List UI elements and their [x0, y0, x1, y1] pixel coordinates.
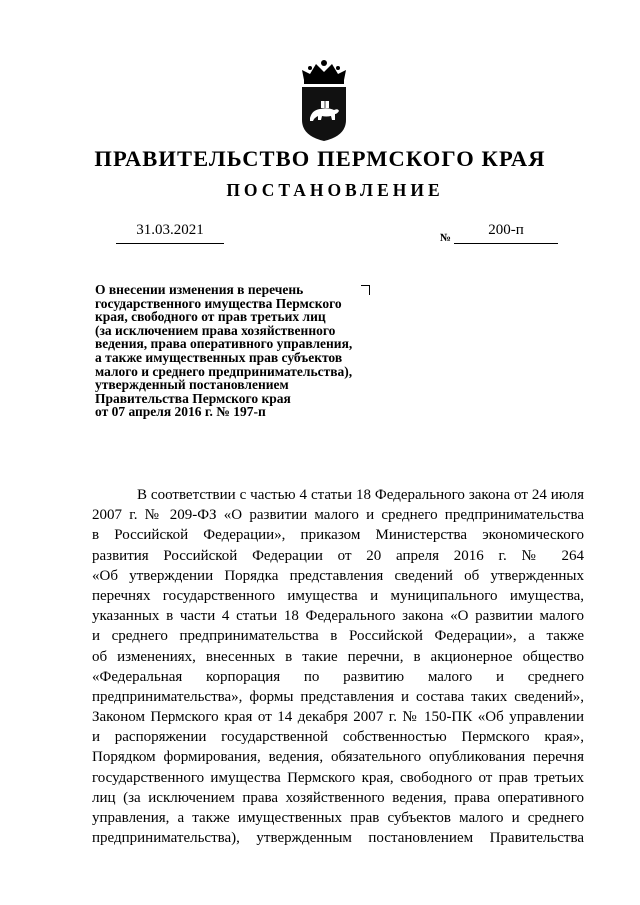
- body-line: 2007 г. № 209-ФЗ «О развитии малого и среднего предпринимательства: [92, 507, 584, 524]
- document-subject: [95, 283, 395, 419]
- subject-line: а также имущественных прав субъектов: [95, 349, 343, 365]
- subject-line: Правительства Пермского края: [95, 390, 291, 406]
- body-line: в Российской Федерации», приказом Министерства экономического: [92, 527, 584, 544]
- body-line: «Федеральная корпорация по развитию малого и среднего: [92, 668, 584, 685]
- subject-line: от 07 апреля 2016 г. № 197-п: [95, 404, 266, 420]
- body-line: указанных в части 4 статьи 18 Федерального закона «О развитии малого: [92, 608, 584, 625]
- body-line: лиц (за исключением права хозяйственного ведения, права оперативного: [92, 789, 584, 806]
- number-label: №: [440, 232, 452, 244]
- subject-line: (за исключением права хозяйственного: [95, 322, 336, 338]
- body-line: В соответствии с частью 4 статьи 18 Федерального закона от 24 июля: [137, 487, 584, 503]
- subject-line: государственного имущества Пермского: [95, 295, 342, 311]
- subject-line: края, свободного от прав третьих лиц: [95, 309, 326, 325]
- subject-line: утвержденный постановлением: [95, 377, 289, 393]
- body-line: и распоряжении государственной собственностью Пермского края»,: [92, 729, 584, 746]
- body-line: управления, а также имущественных прав субъектов малого и среднего: [92, 810, 584, 826]
- body-line: Порядком формирования, ведения, обязательного опубликования перечня: [92, 749, 584, 766]
- government-title: ПРАВИТЕЛЬСТВО ПЕРМСКОГО КРАЯ: [94, 146, 546, 171]
- body-line: «Об утверждении Порядка представления сведений об утвержденных: [92, 567, 584, 584]
- body-line: развития Российской Федерации от 20 апреля 2016 г. № 264: [92, 547, 584, 564]
- body-line: и среднего предпринимательства в Российской Федерации», а также: [92, 628, 584, 645]
- body-line: предпринимательства), утвержденным постановлением Правительства: [92, 830, 584, 847]
- document-date: 31.03.2021: [116, 222, 224, 244]
- body-line: государственного имущества Пермского края, свободного от прав третьих: [92, 769, 584, 786]
- document-number: 200-п: [454, 222, 558, 244]
- document-type: ПОСТАНОВЛЕНИЕ: [226, 180, 444, 200]
- perm-krai-coat-of-arms-icon: [296, 58, 352, 142]
- subject-line: ведения, права оперативного управления,: [95, 336, 353, 352]
- body-line: предпринимательства», формы представления и состава таких сведений»,: [92, 688, 584, 705]
- subject-line: малого и среднего предпринимательства),: [95, 363, 353, 379]
- body-line: Законом Пермского края от 14 декабря 2007 г. № 150-ПК «Об управлении: [92, 709, 584, 726]
- body-line: об изменениях, внесенных в такие перечни, в акционерное общество: [92, 648, 584, 665]
- subject-line: О внесении изменения в перечень: [95, 282, 304, 297]
- body-paragraph: [92, 485, 584, 848]
- body-line: перечнях государственного имущества и муниципального имущества,: [92, 587, 584, 604]
